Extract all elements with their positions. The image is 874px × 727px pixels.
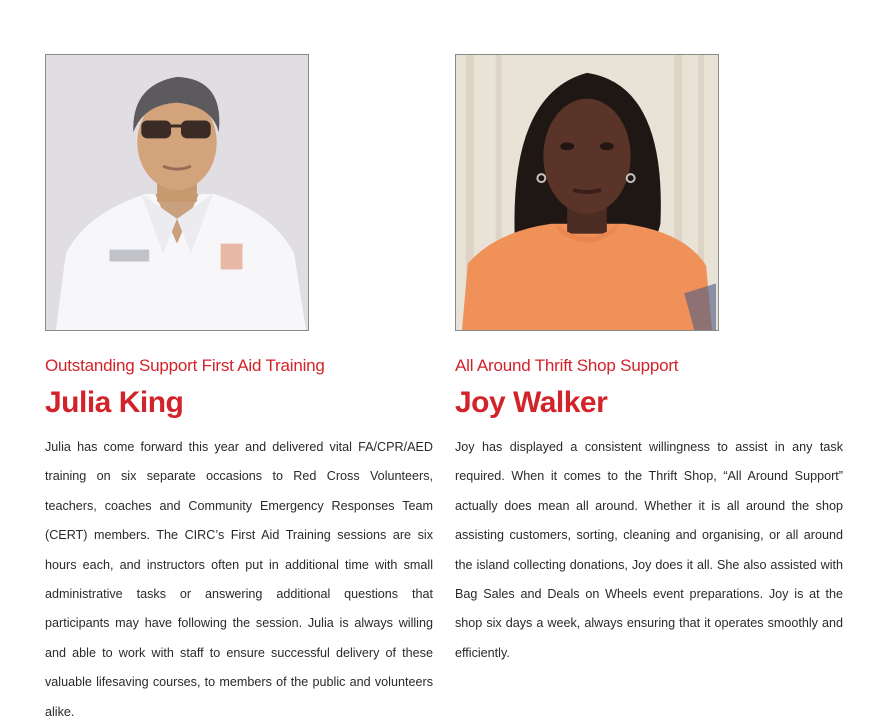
recipient-bio: Joy has displayed a consistent willingness to assist in any task required. When it comes to the Thrift Shop, “All Around Support” actually does mean all around. Whether it is all around the shop assisting customers, sorting, cleaning and organising, or all around the island collecting donations, Joy does it all. She also assisted with Bag Sales and Deals on Wheels event preparations. Joy is at the shop six days a week, always ensuring that it operates smoothly and efficiently. — [455, 440, 843, 660]
recipient-name: Joy Walker — [455, 386, 608, 419]
recipient-name: Julia King — [45, 386, 184, 419]
award-category: All Around Thrift Shop Support — [455, 356, 679, 375]
recipient-bio: Julia has come forward this year and delivered vital FA/CPR/AED training on six separate occasions to Red Cross Volunteers, teachers, coaches and Community Emergency Responses Team (CERT) members. The CIRC’s First Aid Training sessions are six hours each, and instructors often put in additional time with small administrative tasks or answering additional questions that participants may have following the session. Julia is always willing and able to work with staff to ensure successful delivery of these valuable lifesaving courses, to members of the public and volunteers alike. — [45, 440, 433, 719]
portrait-photo-julia-king — [45, 54, 309, 331]
portrait-photo-joy-walker — [455, 54, 719, 331]
award-category: Outstanding Support First Aid Training — [45, 356, 325, 375]
